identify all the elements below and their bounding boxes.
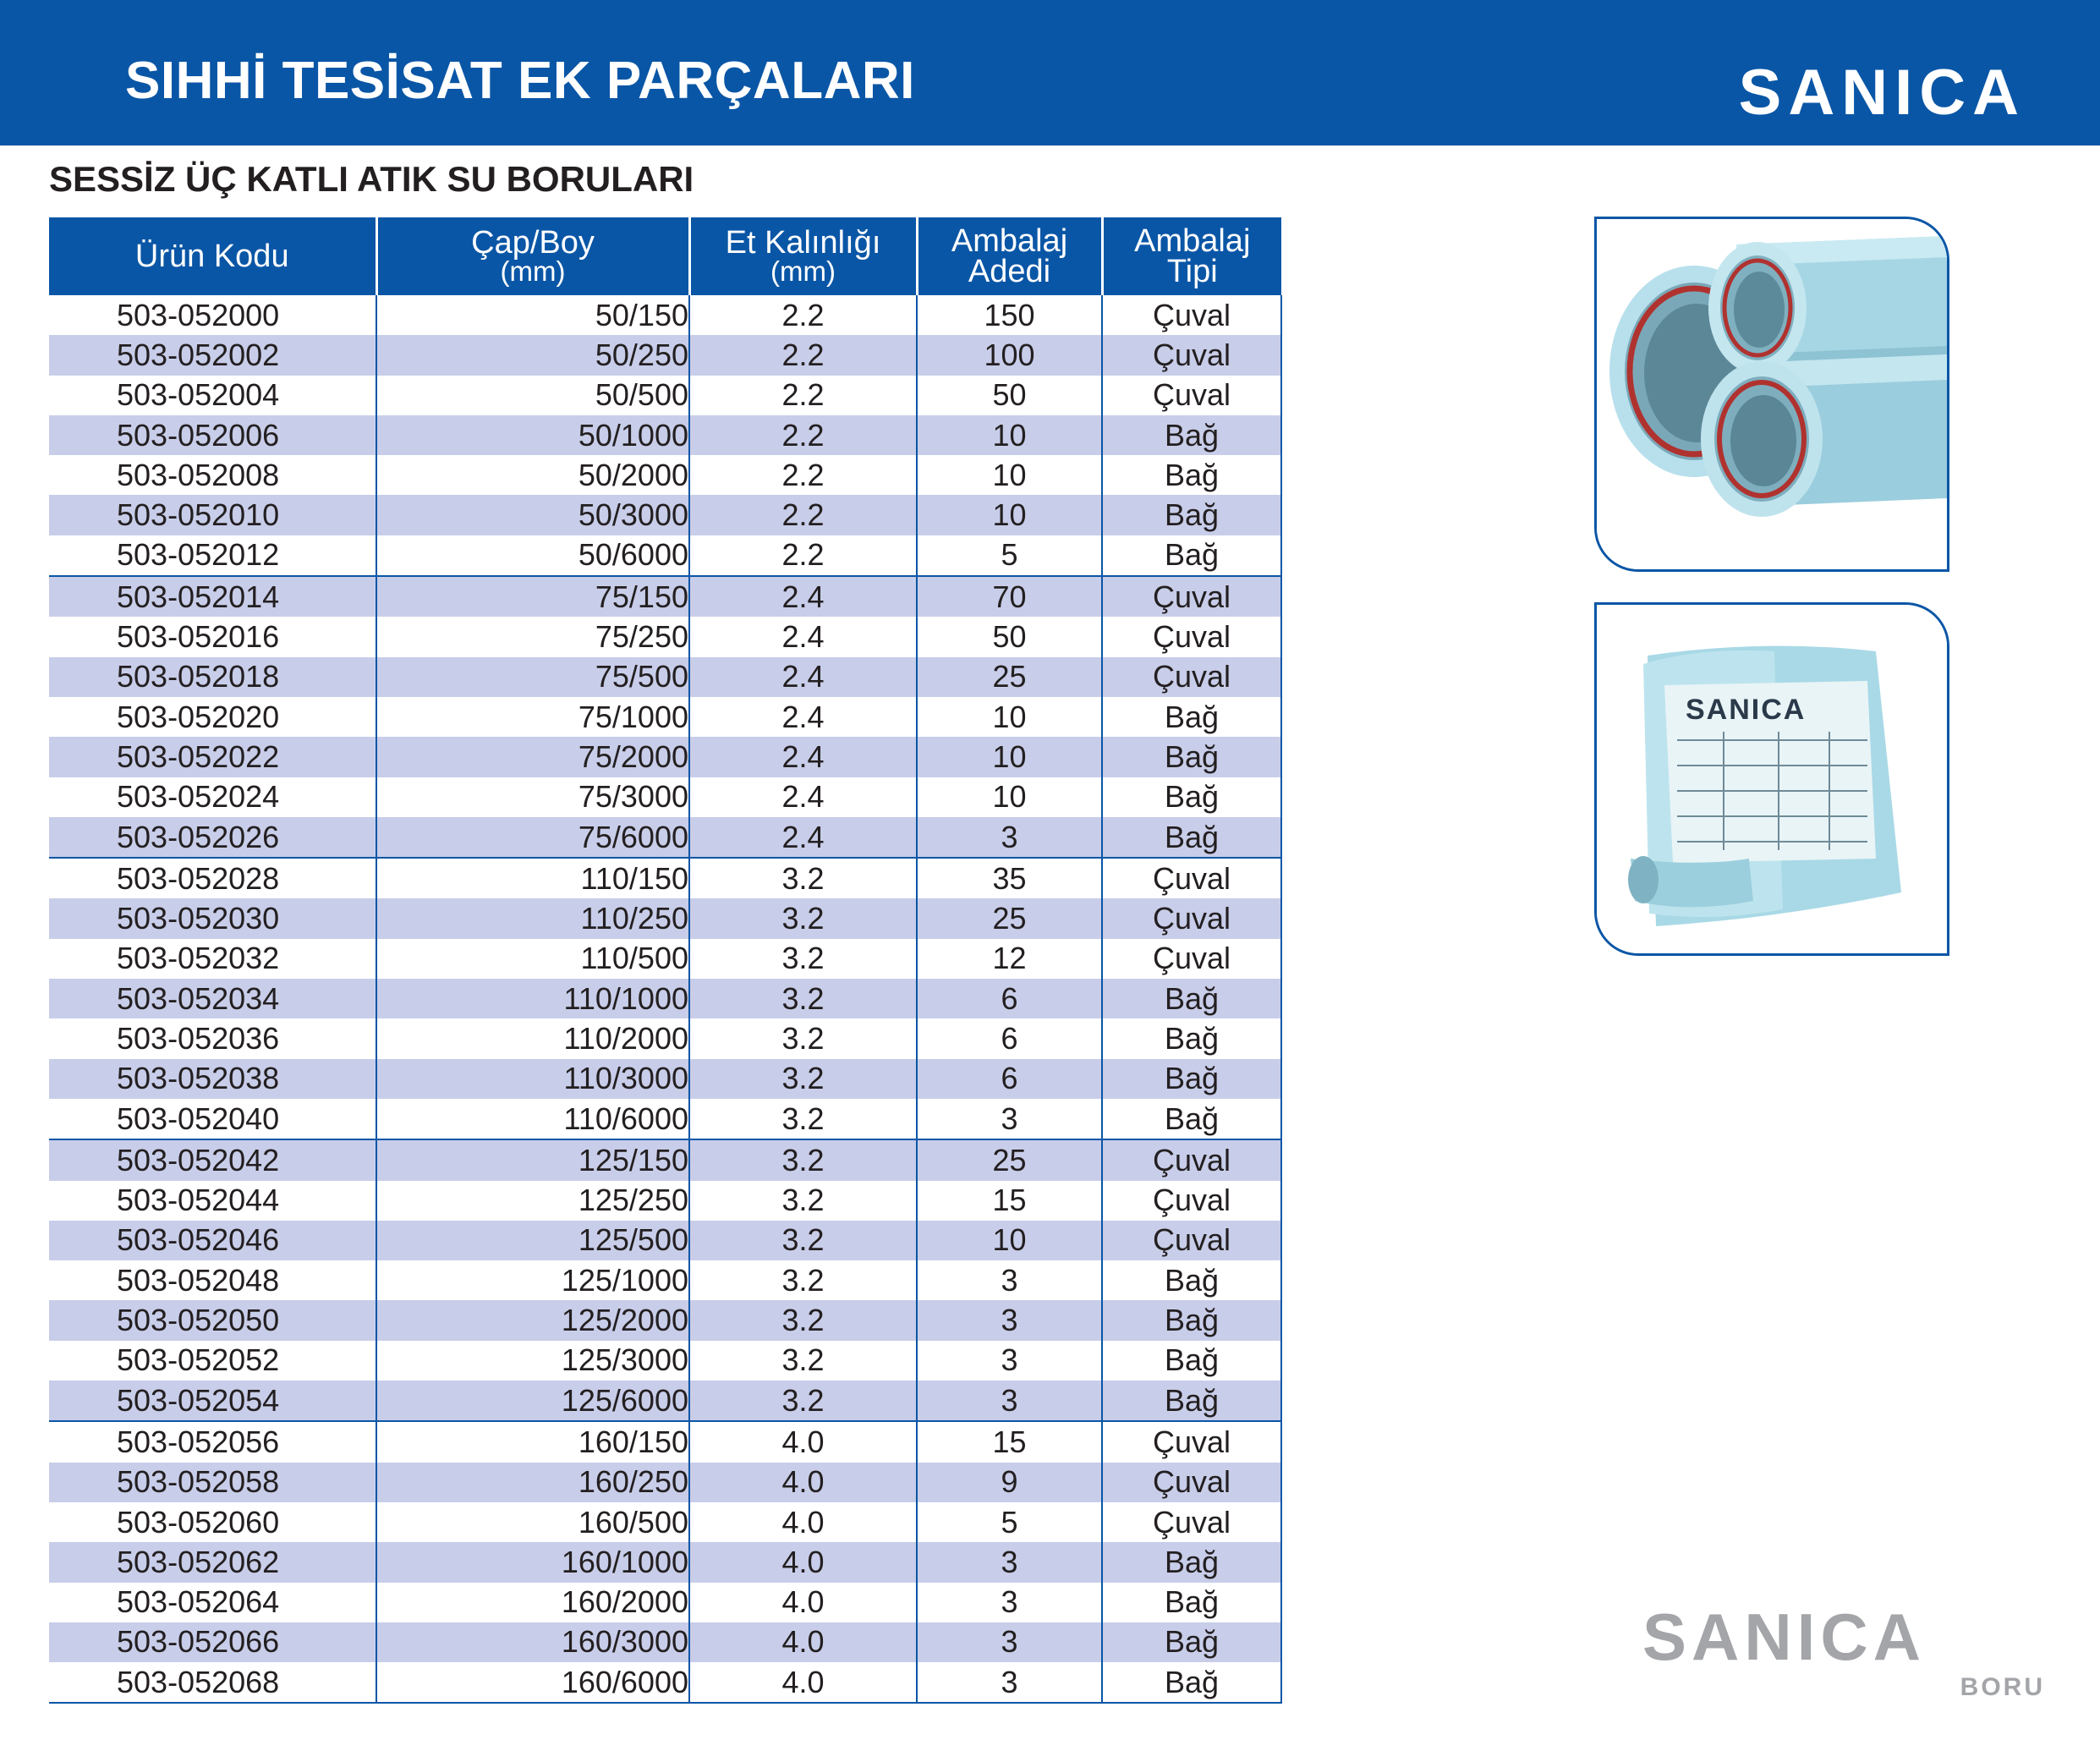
header-product-code bbox=[49, 217, 376, 295]
diameter-length-cell: 125/2000 bbox=[376, 1300, 689, 1340]
product-code-cell: 503-052000 bbox=[117, 297, 280, 332]
diameter-length-cell: 160/1000 bbox=[376, 1542, 689, 1582]
wall-thickness-cell: 2.4 bbox=[689, 697, 917, 737]
product-code-cell: 503-052008 bbox=[117, 457, 280, 492]
diameter-length-cell: 160/500 bbox=[376, 1502, 689, 1542]
wall-thickness-cell: 3.2 bbox=[689, 1139, 917, 1180]
product-code-cell: 503-052048 bbox=[117, 1262, 280, 1298]
diameter-length-cell: 110/1000 bbox=[376, 979, 689, 1018]
page-header bbox=[0, 0, 2100, 145]
table-row bbox=[49, 898, 1281, 938]
package-quantity-cell: 10 bbox=[917, 1221, 1102, 1260]
package-quantity-cell: 50 bbox=[917, 376, 1102, 415]
wall-thickness-cell: 3.2 bbox=[689, 1018, 917, 1058]
package-type-cell: Çuval bbox=[1102, 1221, 1281, 1260]
product-code-cell: 503-052064 bbox=[117, 1584, 280, 1620]
diameter-length-cell: 125/150 bbox=[376, 1139, 689, 1180]
table-row bbox=[49, 939, 1281, 979]
package-quantity-cell: 6 bbox=[917, 979, 1102, 1018]
product-code-cell: 503-052052 bbox=[117, 1342, 280, 1378]
header-label-line2: Tipi bbox=[1166, 254, 1218, 289]
package-photo-frame bbox=[1594, 602, 1949, 956]
table-row bbox=[49, 1341, 1281, 1380]
wall-thickness-cell: 2.2 bbox=[689, 495, 917, 535]
table-header-row bbox=[49, 217, 1281, 295]
package-quantity-cell: 70 bbox=[917, 576, 1102, 617]
diameter-length-cell: 50/500 bbox=[376, 376, 689, 415]
product-code-cell: 503-052050 bbox=[49, 1300, 376, 1340]
diameter-length-cell: 125/1000 bbox=[376, 1260, 689, 1300]
package-quantity-cell: 9 bbox=[917, 1463, 1102, 1502]
package-type-cell: Bağ bbox=[1102, 415, 1281, 455]
product-code-cell: 503-052022 bbox=[49, 737, 376, 777]
wall-thickness-cell: 4.0 bbox=[689, 1542, 917, 1582]
package-type-cell: Bağ bbox=[1102, 1260, 1281, 1300]
wall-thickness-cell: 3.2 bbox=[689, 1059, 917, 1099]
package-type-cell: Çuval bbox=[1102, 898, 1281, 938]
table-row bbox=[49, 737, 1281, 777]
table-row bbox=[49, 1463, 1281, 1502]
package-type-cell: Çuval bbox=[1102, 295, 1281, 335]
product-code-cell: 503-052010 bbox=[49, 495, 376, 535]
diameter-length-cell: 125/500 bbox=[376, 1221, 689, 1260]
package-type-cell: Bağ bbox=[1102, 1300, 1281, 1340]
package-quantity-cell: 10 bbox=[917, 415, 1102, 455]
package-type-cell: Bağ bbox=[1102, 697, 1281, 737]
footer-logo bbox=[1642, 1600, 2045, 1701]
package-quantity-cell: 150 bbox=[917, 295, 1102, 335]
package-quantity-cell: 6 bbox=[917, 1059, 1102, 1099]
header-label: Ambalaj bbox=[1134, 222, 1251, 259]
package-type-cell: Bağ bbox=[1102, 1099, 1281, 1139]
package-quantity-cell: 6 bbox=[917, 1018, 1102, 1058]
package-quantity-cell: 5 bbox=[917, 1502, 1102, 1542]
header-label: Ürün Kodu bbox=[134, 238, 289, 274]
package-quantity-cell: 25 bbox=[917, 657, 1102, 697]
wall-thickness-cell: 2.2 bbox=[689, 415, 917, 455]
package-type-cell: Çuval bbox=[1102, 858, 1281, 898]
product-code-cell: 503-052042 bbox=[49, 1139, 376, 1180]
product-code-cell: 503-052012 bbox=[117, 537, 280, 573]
wall-thickness-cell: 3.2 bbox=[689, 1181, 917, 1221]
wall-thickness-cell: 3.2 bbox=[689, 979, 917, 1018]
wall-thickness-cell: 3.2 bbox=[689, 898, 917, 938]
product-code-cell: 503-052062 bbox=[49, 1542, 376, 1582]
diameter-length-cell: 110/150 bbox=[376, 858, 689, 898]
table-row bbox=[49, 858, 1281, 898]
wall-thickness-cell: 2.4 bbox=[689, 817, 917, 858]
header-label-line2: Adedi bbox=[968, 254, 1051, 289]
table-row bbox=[49, 1018, 1281, 1058]
table-row bbox=[49, 979, 1281, 1018]
wall-thickness-cell: 2.4 bbox=[689, 576, 917, 617]
product-code-cell: 503-052030 bbox=[49, 898, 376, 938]
package-type-cell: Bağ bbox=[1102, 1059, 1281, 1099]
product-code-cell: 503-052040 bbox=[117, 1101, 280, 1136]
table-row bbox=[49, 1662, 1281, 1703]
diameter-length-cell: 75/500 bbox=[376, 657, 689, 697]
package-quantity-cell: 10 bbox=[917, 495, 1102, 535]
package-quantity-cell: 15 bbox=[917, 1421, 1102, 1462]
package-quantity-cell: 3 bbox=[917, 817, 1102, 858]
wall-thickness-cell: 3.2 bbox=[689, 939, 917, 979]
wall-thickness-cell: 2.2 bbox=[689, 455, 917, 495]
package-quantity-cell: 25 bbox=[917, 1139, 1102, 1180]
wall-thickness-cell: 3.2 bbox=[689, 1260, 917, 1300]
diameter-length-cell: 50/150 bbox=[376, 295, 689, 335]
package-type-cell: Bağ bbox=[1102, 1380, 1281, 1421]
table-row bbox=[49, 657, 1281, 697]
table-row bbox=[49, 1380, 1281, 1421]
product-code-cell: 503-052066 bbox=[49, 1622, 376, 1662]
package-type-cell: Bağ bbox=[1102, 535, 1281, 576]
table-row bbox=[49, 295, 1281, 335]
package-quantity-cell: 10 bbox=[917, 777, 1102, 817]
package-quantity-cell: 3 bbox=[917, 1542, 1102, 1582]
diameter-length-cell: 50/2000 bbox=[376, 455, 689, 495]
product-code-cell: 503-052014 bbox=[49, 576, 376, 617]
package-quantity-cell: 25 bbox=[917, 898, 1102, 938]
package-label: SANICA bbox=[1686, 694, 1807, 726]
wall-thickness-cell: 3.2 bbox=[689, 858, 917, 898]
package-quantity-cell: 3 bbox=[917, 1662, 1102, 1703]
package-quantity-cell: 15 bbox=[917, 1181, 1102, 1221]
product-table bbox=[49, 217, 1282, 1704]
package-type-cell: Çuval bbox=[1102, 1421, 1281, 1462]
wall-thickness-cell: 3.2 bbox=[689, 1221, 917, 1260]
package-type-cell: Bağ bbox=[1102, 817, 1281, 858]
table-row bbox=[49, 1221, 1281, 1260]
table-row bbox=[49, 1300, 1281, 1340]
header-label: Et Kalınlığı bbox=[725, 225, 881, 261]
header-label: Ambalaj bbox=[951, 222, 1068, 259]
table-row bbox=[49, 1542, 1281, 1582]
package-quantity-cell: 10 bbox=[917, 697, 1102, 737]
package-type-cell: Çuval bbox=[1102, 939, 1281, 979]
package-type-cell: Bağ bbox=[1102, 1018, 1281, 1058]
package-type-cell: Çuval bbox=[1102, 617, 1281, 656]
diameter-length-cell: 50/6000 bbox=[376, 535, 689, 576]
page-title: SIHHİ TESİSAT EK PARÇALARI bbox=[125, 52, 915, 110]
table-row bbox=[49, 535, 1281, 576]
footer-brand: SANICA bbox=[1642, 1600, 1927, 1674]
package-type-cell: Bağ bbox=[1102, 1662, 1281, 1703]
product-code-cell: 503-052034 bbox=[49, 979, 376, 1018]
product-code-cell: 503-052056 bbox=[49, 1421, 376, 1462]
package-quantity-cell: 3 bbox=[917, 1260, 1102, 1300]
diameter-length-cell: 110/250 bbox=[376, 898, 689, 938]
diameter-length-cell: 110/2000 bbox=[376, 1018, 689, 1058]
header-unit: (mm) bbox=[500, 255, 566, 288]
diameter-length-cell: 110/500 bbox=[376, 939, 689, 979]
header-logo: SANICA bbox=[1738, 57, 2026, 129]
section-title: SESSİZ ÜÇ KATLI ATIK SU BORULARI bbox=[49, 159, 694, 199]
wall-thickness-cell: 3.2 bbox=[689, 1380, 917, 1421]
table-row bbox=[49, 697, 1281, 737]
package-type-cell: Çuval bbox=[1102, 1139, 1281, 1180]
wall-thickness-cell: 4.0 bbox=[689, 1622, 917, 1662]
product-code-cell: 503-052044 bbox=[117, 1183, 280, 1218]
package-type-cell: Bağ bbox=[1102, 777, 1281, 817]
package-quantity-cell: 12 bbox=[917, 939, 1102, 979]
diameter-length-cell: 110/3000 bbox=[376, 1059, 689, 1099]
wall-thickness-cell: 4.0 bbox=[689, 1662, 917, 1703]
package-type-cell: Çuval bbox=[1102, 376, 1281, 415]
table-row bbox=[49, 1502, 1281, 1542]
package-type-cell: Bağ bbox=[1102, 455, 1281, 495]
product-code-cell: 503-052018 bbox=[49, 657, 376, 697]
header-wall-thickness bbox=[689, 217, 917, 295]
diameter-length-cell: 50/1000 bbox=[376, 415, 689, 455]
wall-thickness-cell: 3.2 bbox=[689, 1341, 917, 1380]
diameter-length-cell: 75/1000 bbox=[376, 697, 689, 737]
product-code-cell: 503-052002 bbox=[49, 335, 376, 375]
product-code-cell: 503-052068 bbox=[49, 1662, 376, 1703]
product-code-cell: 503-052046 bbox=[49, 1221, 376, 1260]
table-row bbox=[49, 1260, 1281, 1300]
diameter-length-cell: 125/3000 bbox=[376, 1341, 689, 1380]
table-row bbox=[49, 455, 1281, 495]
table-row bbox=[49, 1583, 1281, 1622]
package-type-cell: Bağ bbox=[1102, 737, 1281, 777]
wall-thickness-cell: 2.4 bbox=[689, 777, 917, 817]
wall-thickness-cell: 3.2 bbox=[689, 1099, 917, 1139]
diameter-length-cell: 160/150 bbox=[376, 1421, 689, 1462]
table-row bbox=[49, 335, 1281, 375]
wall-thickness-cell: 2.2 bbox=[689, 535, 917, 576]
wall-thickness-cell: 2.4 bbox=[689, 617, 917, 656]
product-code-cell: 503-052024 bbox=[117, 779, 280, 815]
diameter-length-cell: 125/6000 bbox=[376, 1380, 689, 1421]
product-code-cell: 503-052036 bbox=[117, 1020, 280, 1056]
footer-subbrand: BORU bbox=[1960, 1673, 2045, 1701]
package-type-cell: Çuval bbox=[1102, 657, 1281, 697]
package-type-cell: Bağ bbox=[1102, 979, 1281, 1018]
table-row bbox=[49, 777, 1281, 817]
diameter-length-cell: 160/6000 bbox=[376, 1662, 689, 1703]
product-code-cell: 503-052058 bbox=[49, 1463, 376, 1502]
package-type-cell: Çuval bbox=[1102, 1181, 1281, 1221]
table-row bbox=[49, 376, 1281, 415]
product-code-cell: 503-052060 bbox=[117, 1504, 280, 1540]
diameter-length-cell: 75/150 bbox=[376, 576, 689, 617]
package-type-cell: Bağ bbox=[1102, 1583, 1281, 1622]
table-body bbox=[49, 295, 1281, 1703]
header-label: Çap/Boy bbox=[471, 225, 595, 261]
diameter-length-cell: 160/2000 bbox=[376, 1583, 689, 1622]
table-row bbox=[49, 415, 1281, 455]
package-type-cell: Çuval bbox=[1102, 1463, 1281, 1502]
diameter-length-cell: 75/6000 bbox=[376, 817, 689, 858]
wall-thickness-cell: 4.0 bbox=[689, 1421, 917, 1462]
package-quantity-cell: 100 bbox=[917, 335, 1102, 375]
package-quantity-cell: 50 bbox=[917, 617, 1102, 656]
package-type-cell: Bağ bbox=[1102, 495, 1281, 535]
package-type-cell: Bağ bbox=[1102, 1341, 1281, 1380]
header-package-type bbox=[1102, 217, 1281, 295]
diameter-length-cell: 125/250 bbox=[376, 1181, 689, 1221]
table-row bbox=[49, 617, 1281, 656]
wall-thickness-cell: 2.2 bbox=[689, 376, 917, 415]
table-row bbox=[49, 1099, 1281, 1139]
diameter-length-cell: 160/250 bbox=[376, 1463, 689, 1502]
package-type-cell: Bağ bbox=[1102, 1622, 1281, 1662]
product-code-cell: 503-052026 bbox=[49, 817, 376, 858]
table-row bbox=[49, 1622, 1281, 1662]
wall-thickness-cell: 2.4 bbox=[689, 737, 917, 777]
wall-thickness-cell: 2.4 bbox=[689, 657, 917, 697]
package-quantity-cell: 10 bbox=[917, 737, 1102, 777]
wall-thickness-cell: 3.2 bbox=[689, 1300, 917, 1340]
wall-thickness-cell: 2.2 bbox=[689, 335, 917, 375]
package-quantity-cell: 3 bbox=[917, 1099, 1102, 1139]
package-quantity-cell: 3 bbox=[917, 1622, 1102, 1662]
package-quantity-cell: 3 bbox=[917, 1300, 1102, 1340]
diameter-length-cell: 50/250 bbox=[376, 335, 689, 375]
package-type-cell: Çuval bbox=[1102, 576, 1281, 617]
package-type-cell: Çuval bbox=[1102, 1502, 1281, 1542]
package-quantity-cell: 3 bbox=[917, 1341, 1102, 1380]
package-type-cell: Bağ bbox=[1102, 1542, 1281, 1582]
header-package-quantity bbox=[917, 217, 1102, 295]
diameter-length-cell: 160/3000 bbox=[376, 1622, 689, 1662]
product-code-cell: 503-052038 bbox=[49, 1059, 376, 1099]
product-code-cell: 503-052054 bbox=[49, 1380, 376, 1421]
table-row bbox=[49, 576, 1281, 617]
wall-thickness-cell: 2.2 bbox=[689, 295, 917, 335]
package-photo bbox=[1597, 605, 1947, 953]
header-diameter-length bbox=[376, 217, 689, 295]
diameter-length-cell: 75/250 bbox=[376, 617, 689, 656]
table-row bbox=[49, 1421, 1281, 1462]
product-code-cell: 503-052032 bbox=[117, 941, 280, 976]
product-code-cell: 503-052004 bbox=[117, 377, 280, 413]
package-type-cell: Çuval bbox=[1102, 335, 1281, 375]
wall-thickness-cell: 4.0 bbox=[689, 1502, 917, 1542]
package-quantity-cell: 3 bbox=[917, 1583, 1102, 1622]
table-row bbox=[49, 1059, 1281, 1099]
product-code-cell: 503-052020 bbox=[117, 699, 280, 734]
pipes-photo-frame bbox=[1594, 217, 1949, 572]
pipes-photo bbox=[1597, 219, 1947, 569]
header-unit: (mm) bbox=[770, 255, 836, 288]
table-row bbox=[49, 1139, 1281, 1180]
package-quantity-cell: 3 bbox=[917, 1380, 1102, 1421]
package-quantity-cell: 5 bbox=[917, 535, 1102, 576]
diameter-length-cell: 75/2000 bbox=[376, 737, 689, 777]
table-row bbox=[49, 1181, 1281, 1221]
wall-thickness-cell: 4.0 bbox=[689, 1583, 917, 1622]
package-quantity-cell: 10 bbox=[917, 455, 1102, 495]
package-quantity-cell: 35 bbox=[917, 858, 1102, 898]
product-code-cell: 503-052028 bbox=[49, 858, 376, 898]
wall-thickness-cell: 4.0 bbox=[689, 1463, 917, 1502]
diameter-length-cell: 50/3000 bbox=[376, 495, 689, 535]
diameter-length-cell: 75/3000 bbox=[376, 777, 689, 817]
table-row bbox=[49, 495, 1281, 535]
product-code-cell: 503-052016 bbox=[117, 619, 280, 655]
table-row bbox=[49, 817, 1281, 858]
product-code-cell: 503-052006 bbox=[49, 415, 376, 455]
diameter-length-cell: 110/6000 bbox=[376, 1099, 689, 1139]
